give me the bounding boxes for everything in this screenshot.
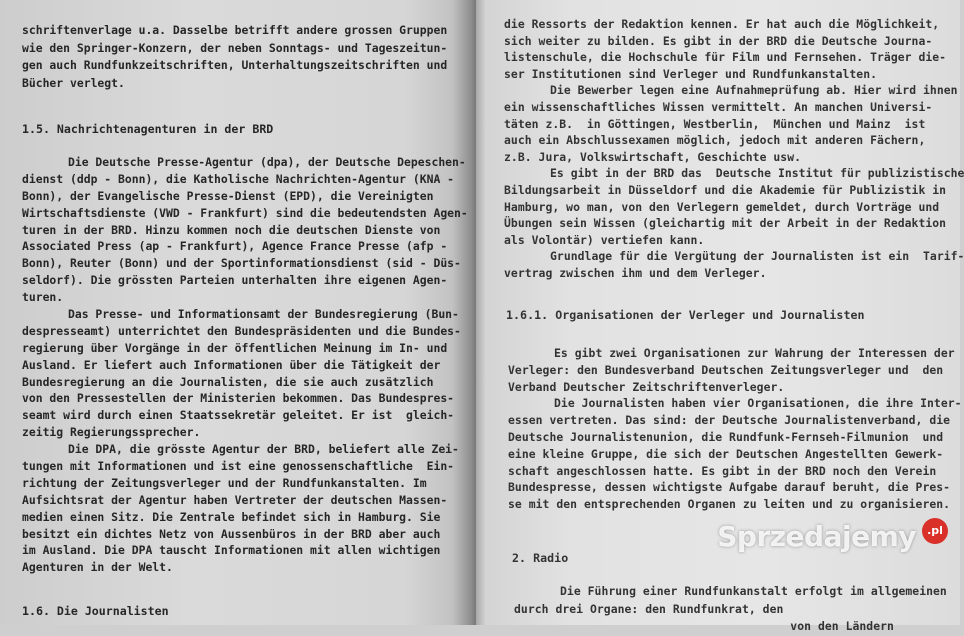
paragraph: [508, 395, 962, 513]
text-line: richtung der Zeitungsverleger und der Rundfunkanstalten. Im: [22, 475, 427, 490]
text-line: Grundlage für die Vergütung der Journalisten ist ein Tarif-: [550, 249, 964, 264]
text-line: turen.: [22, 290, 64, 305]
paragraph: [514, 583, 947, 636]
text-line: Deutsche Journalistenunion, die Rundfunk-Fernseh-Filmunion und: [508, 429, 944, 444]
text-line: Bundespresse, dessen wichtigste Aufgabe darauf beruht, die Pres-: [508, 480, 951, 495]
text-line: turen in der BRD. Hinzu kommen noch die deutschen Dienste von: [22, 222, 441, 237]
text-line: despresseamt) unterrichtet den Bundespräsidenten und die Bundes-: [22, 323, 461, 338]
text-line: zeitig Regierungssprecher.: [22, 425, 201, 440]
section-heading-text: 2. Radio: [512, 551, 569, 565]
text-line: Es gibt in der BRD das Deutsche Institut für publizistische: [550, 166, 964, 181]
text-line: Verband Deutscher Zeitschriftenverleger.: [508, 379, 785, 394]
text-line: Bundesregierung an die Journalisten, die sie auch zusätzlich: [22, 374, 434, 389]
text-line: besitzt ein dichtes Netz von Aussenbüros in der BRD aber auch: [22, 526, 441, 541]
section-heading-text: 1.6.1. Organisationen der Verleger und Journalisten: [506, 308, 865, 322]
text-line: listenschule, die Hochschule für Film und Fernsehen. Träger die-: [504, 50, 947, 65]
section-heading: [506, 307, 865, 324]
text-line: Bonn), Reuter (Bonn) und der Sportinformationsdienst (sid - Düs-: [22, 256, 461, 271]
text-line: Verleger: den Bundesverband Deutschen Zeitungsverleger und den: [508, 362, 944, 377]
watermark-logo: Sprzedajemy: [717, 520, 916, 553]
section-heading-text: 1.6. Die Journalisten: [22, 604, 169, 618]
text-line: regierung über Vorgänge in der öffentlichen Meinung im In- und: [22, 340, 448, 355]
paragraph: [504, 165, 964, 248]
text-line: tungen mit Informationen und ist eine genossenschaftliche Ein-: [22, 459, 455, 474]
text-line: Bücher verlegt.: [22, 75, 125, 90]
text-block: [514, 583, 947, 636]
paragraph: [504, 248, 964, 281]
text-line: im Ausland. Die DPA tauscht Informationen mit allen wichtigen: [22, 543, 441, 558]
text-line: eine kleine Gruppe, die sich der Deutschen Angestellten Gewerk-: [508, 446, 944, 461]
section-heading-text: 1.5. Nachrichtenagenturen in der BRD: [22, 122, 274, 136]
text-line: von den Pressestellen der Ministerien bekommen. Das Bundespres-: [22, 391, 455, 406]
text-line: Bildungsarbeit in Düsseldorf und die Akademie für Publizistik in: [504, 182, 947, 197]
text-line: Ausland. Er liefert auch Informationen über die Tätigkeit der: [22, 357, 441, 372]
paragraph: [504, 16, 964, 82]
text-block: [22, 22, 447, 92]
text-line: dienst (ddp - Bonn), die Katholische Nachrichten-Agentur (KNA -: [22, 171, 455, 186]
text-line: als Volontär) vertiefen kann.: [504, 232, 705, 247]
section-heading: [22, 121, 273, 138]
text-line: Das Presse- und Informationsamt der Bundesregierung (Bun-: [68, 307, 459, 322]
paragraph: [22, 154, 468, 306]
text-line: die Ressorts der Redaktion kennen. Er hat auch die Möglichkeit,: [504, 17, 940, 31]
text-line: Die DPA, die grösste Agentur der BRD, beliefert alle Zei-: [68, 442, 459, 457]
text-block: [22, 154, 468, 576]
text-line: Die Bewerber legen eine Aufnahmeprüfung ab. Hier wird ihnen: [550, 83, 958, 98]
text-line: Die Führung einer Rundfunkanstalt erfolgt im allgemeinen: [560, 584, 947, 598]
text-line: täten z.B. in Göttingen, Westberlin, München und Mainz ist: [504, 116, 926, 131]
text-line: sich weiter zu bilden. Es gibt in der BRD die Deutsche Journa-: [504, 33, 933, 48]
paragraph: [22, 22, 447, 92]
paragraph: [508, 345, 962, 395]
text-line: Aufsichtsrat der Agentur haben Vertreter der deutschen Massen-: [22, 492, 448, 507]
text-line: seldorf). Die grössten Parteien unterhalten ihre eigenen Agen-: [22, 273, 448, 288]
text-line: Die Journalisten haben vier Organisationen, die ihre Inter-: [554, 396, 962, 411]
text-line: ser Institutionen sind Verleger und Rundfunkanstalten.: [504, 66, 878, 81]
text-line: auch ein Abschlussexamen möglich, jedoch mit anderen Fächern,: [504, 133, 926, 148]
text-line: schaft angeschlossen hatte. Es gibt in der BRD noch den Verein: [508, 463, 937, 478]
text-line: Bonn), der Evangelische Presse-Dienst (EPD), die Vereinigten: [22, 188, 434, 203]
text-line: se mit den entsprechenden Organen zu leiten und zu organisieren.: [508, 497, 951, 512]
left-book-page: [0, 0, 476, 625]
text-line: schriftenverlage u.a. Dasselbe betrifft andere grossen Gruppen: [22, 23, 448, 37]
section-heading: [512, 550, 568, 567]
paragraph: [22, 306, 468, 441]
watermark-badge: .pl: [922, 518, 948, 544]
text-line: z.B. Jura, Volkswirtschaft, Geschichte usw.: [504, 149, 802, 164]
text-block: [504, 16, 964, 282]
text-line: medien einen Sitz. Die Zentrale befindet sich in Hamburg. Sie: [22, 509, 441, 524]
text-line: wie den Springer-Konzern, der neben Sonntags- und Tageszeitun-: [22, 40, 448, 55]
text-block: [508, 345, 962, 513]
paragraph: [22, 441, 468, 576]
text-line: seamt wird durch einen Staatssekretär geleitet. Er ist gleich-: [22, 408, 455, 423]
text-line: essen vertreten. Das sind: der Deutsche Journalistenverband, die: [508, 413, 951, 428]
paragraph: [504, 82, 964, 165]
text-line: Es gibt zwei Organisationen zur Wahrung der Interessen der: [554, 346, 955, 360]
section-heading: [22, 603, 169, 620]
text-line: Agenturen in der Welt.: [22, 560, 173, 575]
text-line: durch drei Organe: den Rundfunkrat, den: [514, 601, 784, 616]
text-line: vertrag zwischen ihm und dem Verleger.: [504, 265, 767, 280]
text-line: von den Ländern: [514, 619, 894, 633]
text-line: Hamburg, wo man, von den Verlegern gemeldet, durch Vorträge und: [504, 199, 940, 214]
text-line: Übungen sein Wissen (gleichartig mit der Arbeit in der Redaktion: [504, 216, 947, 231]
text-line: ein wissenschaftliches Wissen vermittelt. An manchen Universi-: [504, 99, 933, 114]
text-line: Associated Press (ap - Frankfurt), Agence France Presse (afp -: [22, 239, 448, 254]
text-line: Die Deutsche Presse-Agentur (dpa), der Deutsche Depeschen-: [68, 155, 466, 169]
text-line: Wirtschaftsdienste (VWD - Frankfurt) sind die bedeutendsten Agen-: [22, 205, 468, 220]
text-line: gen auch Rundfunkzeitschriften, Unterhaltungszeitschriften und: [22, 58, 448, 72]
